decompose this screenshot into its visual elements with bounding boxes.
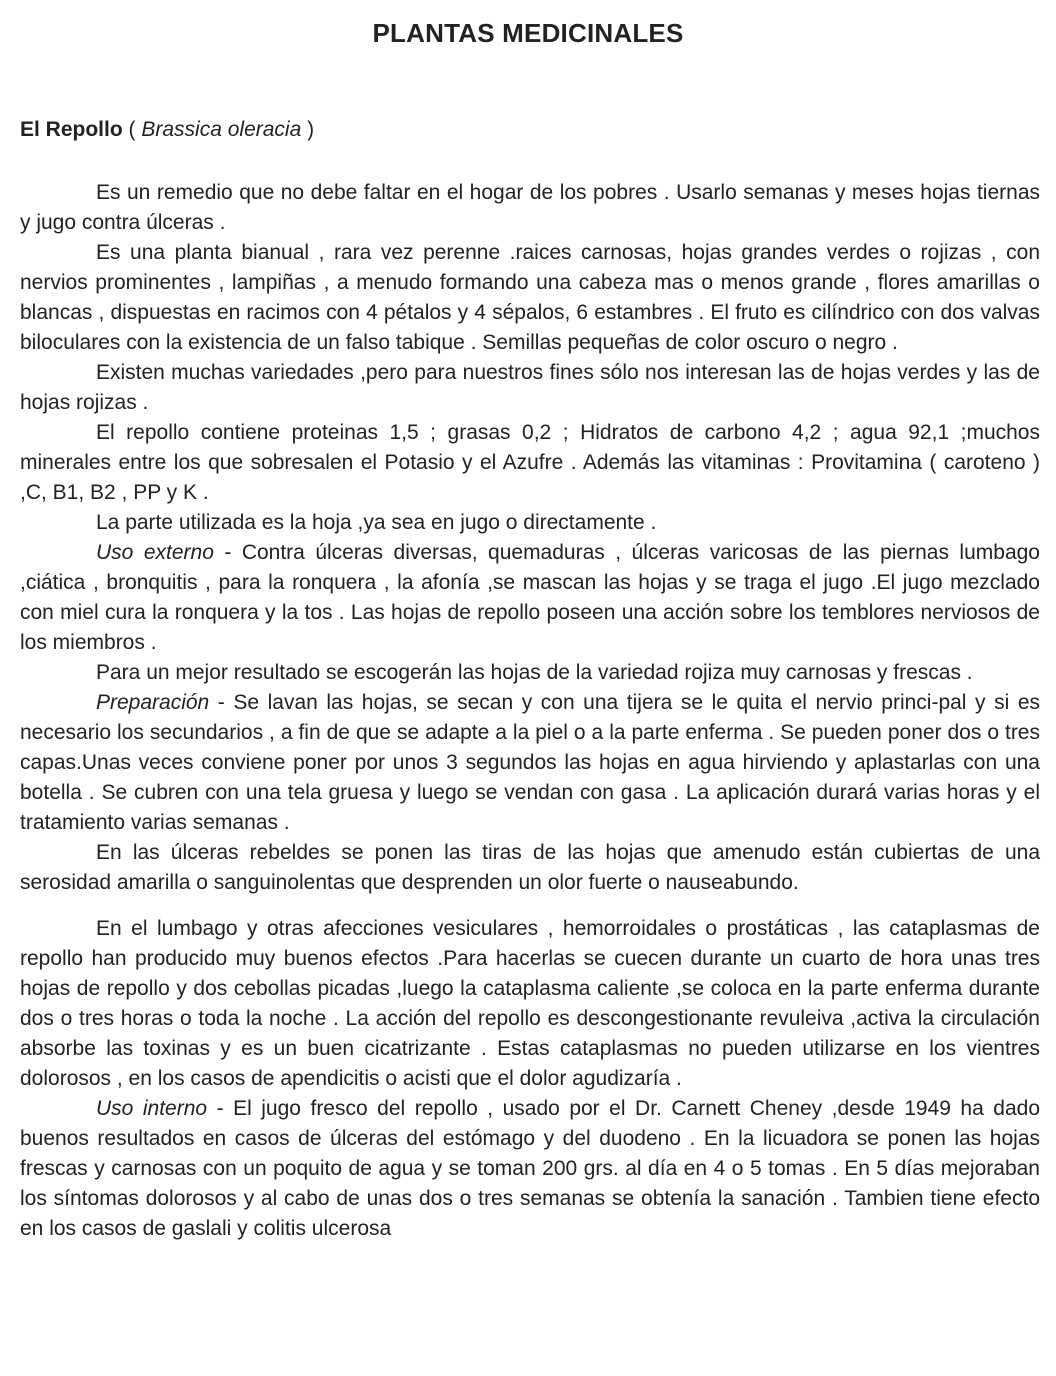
paragraph: La parte utilizada es la hoja ,ya sea en jugo o directamente . [96, 511, 657, 534]
page-title: PLANTAS MEDICINALES [372, 18, 684, 48]
scientific-name: Brassica oleracia [141, 118, 302, 141]
paragraph: Preparación - Se lavan las hojas, se secan y con una tijera se le quita el nervio princi-pal y si es necesario los secundarios , a fin de que se adapte a la piel o a la parte enferma . Se pueden poner dos o tres capas.Unas veces conviene poner por unos 3 segundos las hojas en agua hirviendo y aplastarlas con una botella . Se cubren con una tela gruesa y luego se vendan con gasa . La aplicación durará varias horas y el tratamiento varias semanas . [20, 691, 1040, 834]
paragraph: El repollo contiene proteinas 1,5 ; grasas 0,2 ; Hidratos de carbono 4,2 ; agua 92,1 ;muchos minerales entre los que sobresalen el Potasio y el Azufre . Además las vitaminas : Provitamina ( caroteno ) ,C, B1, B2 , PP y K . [20, 421, 1040, 504]
paragraph: En las úlceras rebeldes se ponen las tiras de las hojas que amenudo están cubiertas de una serosidad amarilla o sanguinolentas que desprenden un olor fuerte o nauseabundo. [20, 841, 1040, 894]
paragraph: Uso interno - El jugo fresco del repollo , usado por el Dr. Carnett Cheney ,desde 1949 ha dado buenos resultados en casos de úlceras del estómago y del duodeno . En la licuadora se ponen las hojas frescas y carnosas con un poquito de agua y se toman 200 grs. al día en 4 o 5 tomas . En 5 días mejoraban los síntomas dolorosos y al cabo de unas dos o tres semanas se obtenía la sanación . Tambien tiene efecto en los casos de gaslali y colitis ulcerosa [20, 1097, 1041, 1240]
section-heading [20, 118, 314, 142]
paragraph: Para un mejor resultado se escogerán las hojas de la variedad rojiza muy carnosas y frescas . [96, 661, 973, 684]
paragraph-lead: Uso interno [96, 1097, 208, 1120]
paragraph: Es un remedio que no debe faltar en el hogar de los pobres . Usarlo semanas y meses hojas tiernas y jugo contra úlceras . [20, 181, 1040, 234]
paragraph: Existen muchas variedades ,pero para nuestros fines sólo nos interesan las de hojas verdes y las de hojas rojizas . [20, 361, 1040, 414]
plant-name: El Repollo [20, 118, 123, 141]
paragraph-lead: Uso externo [96, 541, 214, 564]
paragraph: Uso externo - Contra úlceras diversas, quemaduras , úlceras varicosas de las piernas lumbago ,ciática , bronquitis , para la ronquera , la afonía ,se mascan las hojas y se traga el jugo .El jugo mezclado con miel cura la ronquera y la tos . Las hojas de repollo poseen una acción sobre los temblores nerviosos de los miembros . [20, 541, 1040, 654]
paragraph: En el lumbago y otras afecciones vesiculares , hemorroidales o prostáticas , las cataplasmas de repollo han producido muy buenos efectos .Para hacerlas se cuecen durante un cuarto de hora unas tres hojas de repollo y dos cebollas picadas ,luego la cataplasma caliente ,se coloca en la parte enferma durante dos o tres horas o toda la noche . La acción del repollo es descongestionante revuleiva ,activa la circulación absorbe las toxinas y es un buen cicatrizante . Estas cataplasmas no pueden utilizarse en los vientres dolorosos , en los casos de apendicitis o acisti que el dolor agudizaría . [20, 917, 1040, 1090]
paren-open: ( [122, 118, 142, 141]
paragraph: Es una planta bianual , rara vez perenne .raices carnosas, hojas grandes verdes o rojizas , con nervios prominentes , lampiñas , a menudo formando una cabeza mas o menos grande , flores amarillas o blancas , dispuestas en racimos con 4 pétalos y 4 sépalos, 6 estambres . El fruto es cilíndrico con dos valvas biloculares con la existencia de un falso tabique . Semillas pequeñas de color oscuro o negro . [20, 241, 1040, 354]
paren-close: ) [301, 118, 315, 141]
article-body [20, 178, 1040, 1244]
paragraph-lead: Preparación [96, 691, 210, 714]
